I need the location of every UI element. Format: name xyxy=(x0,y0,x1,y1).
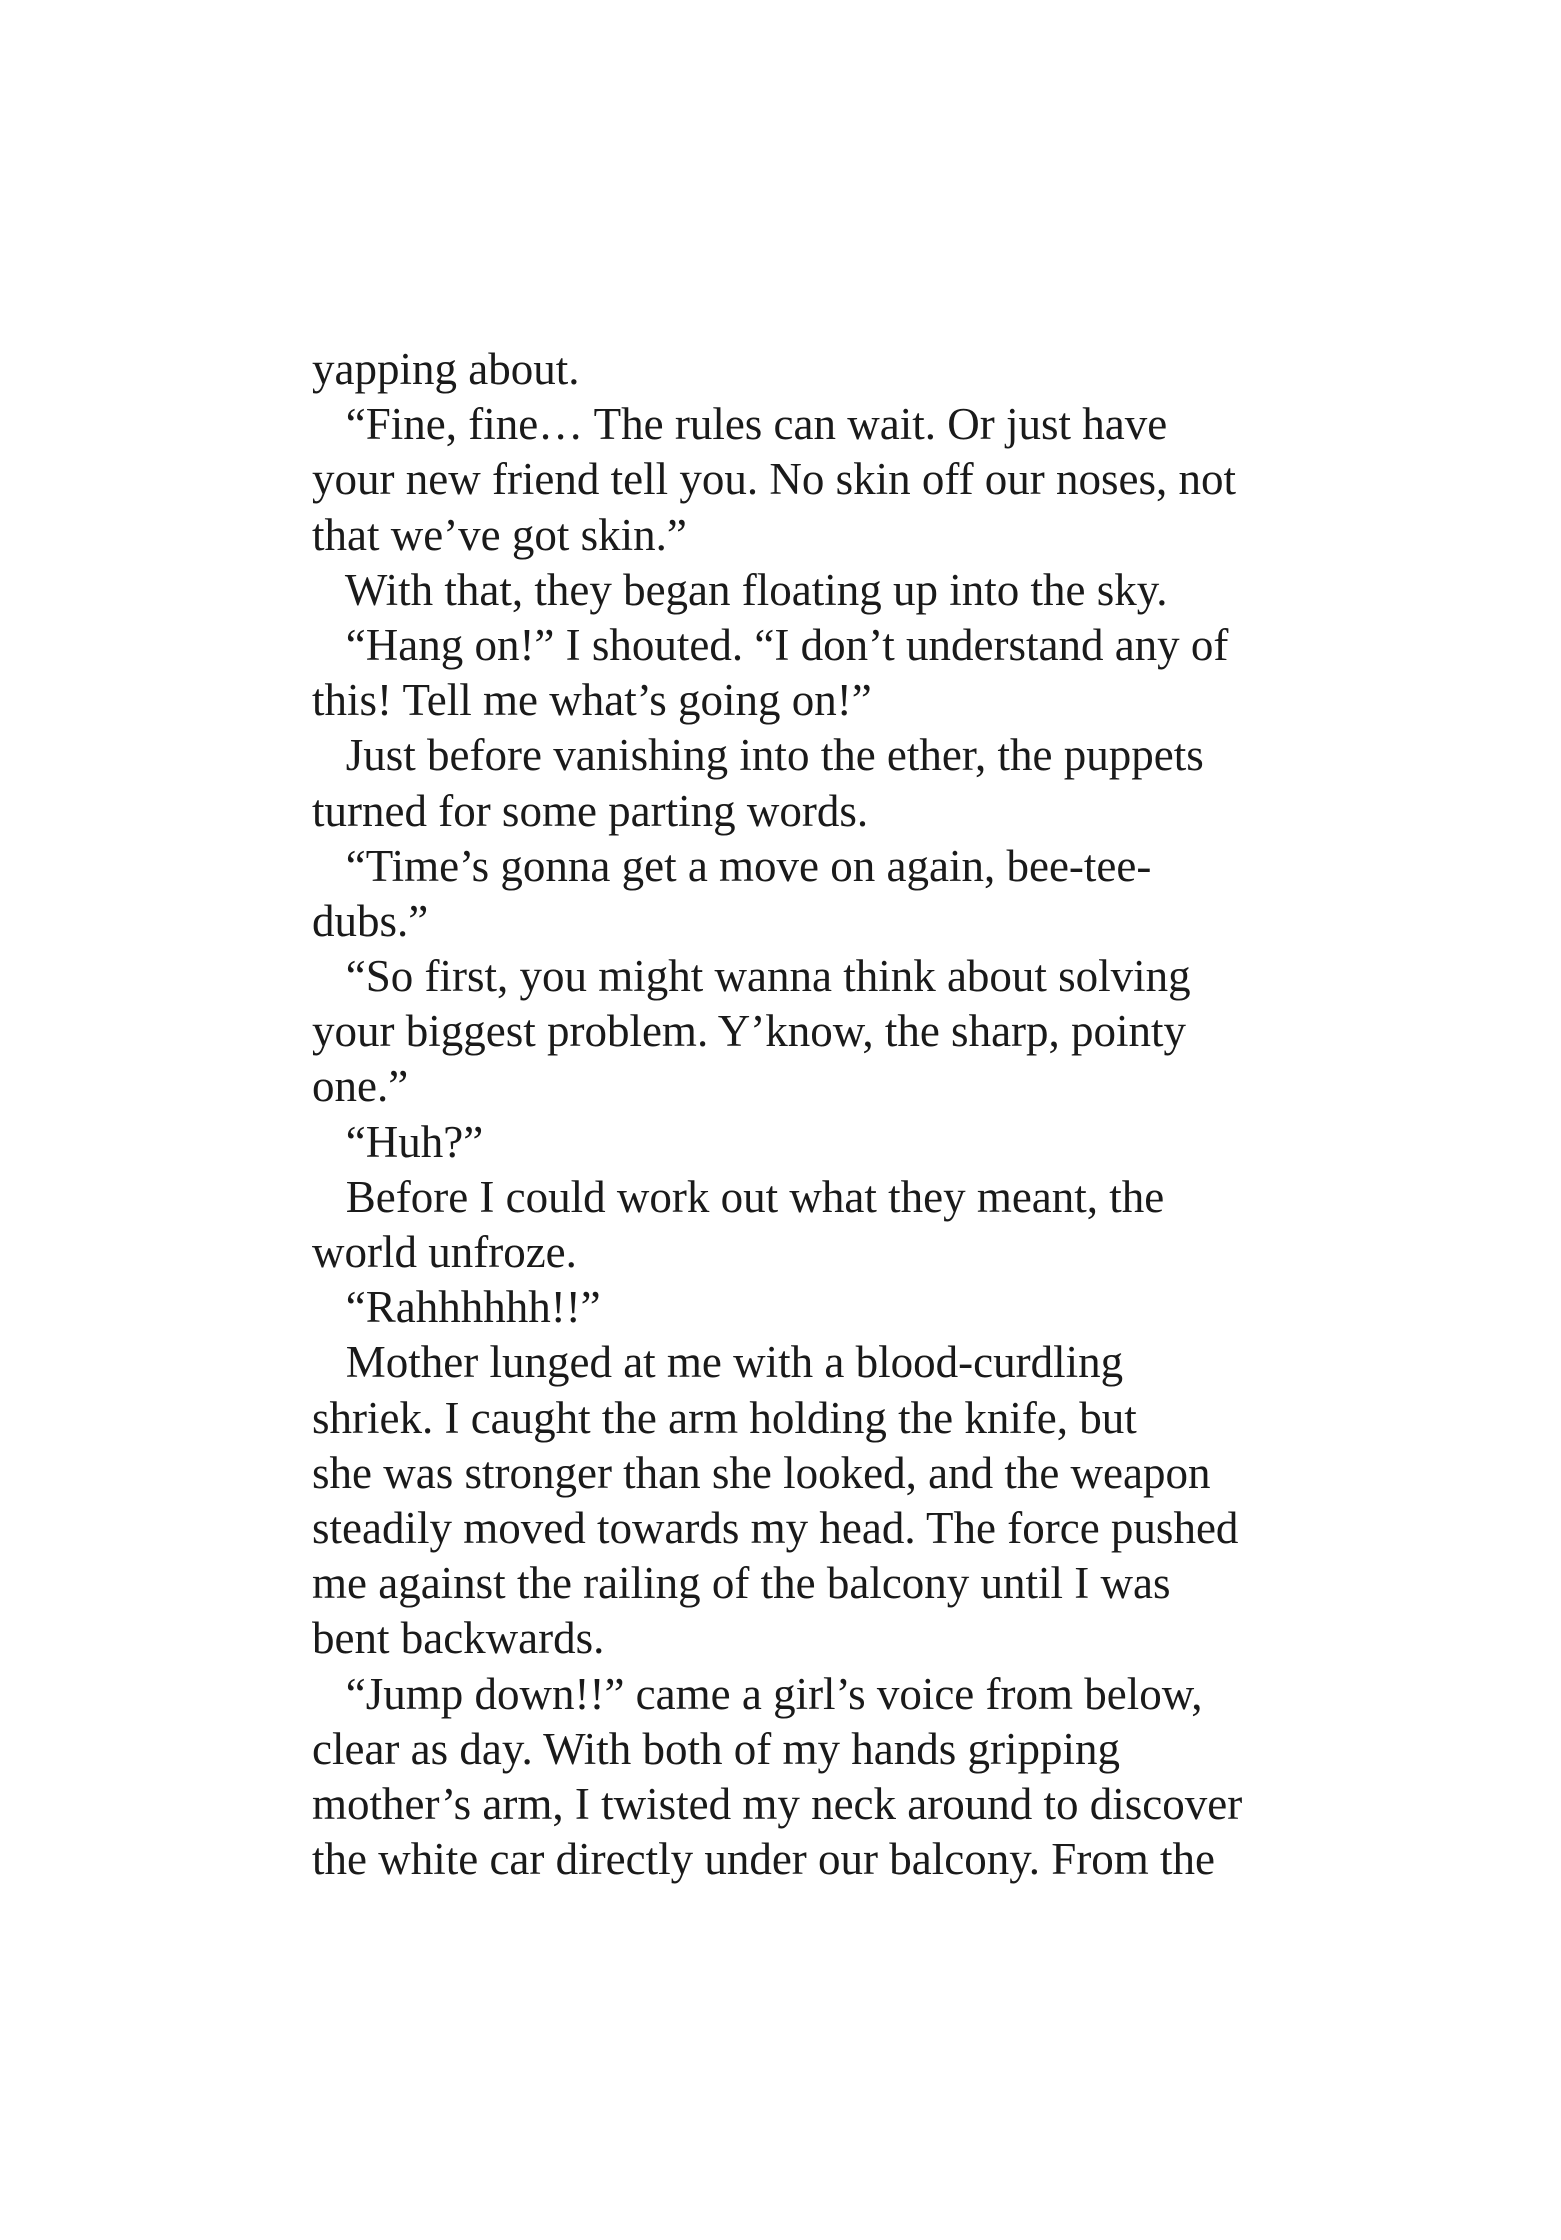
text-line: turned for some parting words. xyxy=(312,785,869,836)
text-line: clear as day. With both of my hands gripping xyxy=(312,1723,1121,1774)
text-line: With that, they began floating up into the sky. xyxy=(312,564,1168,615)
text-line: mother’s arm, I twisted my neck around to discover xyxy=(312,1778,1243,1829)
text-line: “So first, you might wanna think about solving xyxy=(312,951,1191,1002)
text-line: “Jump down!!” came a girl’s voice from below, xyxy=(312,1668,1203,1719)
text-line: that we’ve got skin.” xyxy=(312,509,687,560)
text-line: “Huh?” xyxy=(312,1116,484,1167)
text-line: Before I could work out what they meant, the xyxy=(312,1171,1165,1222)
text-line: steadily moved towards my head. The force pushed xyxy=(312,1502,1239,1553)
text-line: your biggest problem. Y’know, the sharp, pointy xyxy=(312,1006,1187,1057)
text-line: world unfroze. xyxy=(312,1227,577,1277)
text-line: “Fine, fine… The rules can wait. Or just have xyxy=(312,399,1168,450)
text-line: “Time’s gonna get a move on again, bee-tee- xyxy=(312,840,1152,891)
text-line: shriek. I caught the arm holding the knife, but xyxy=(312,1392,1137,1443)
text-line: yapping about. xyxy=(312,344,580,394)
text-line: me against the railing of the balcony until I was xyxy=(312,1558,1171,1609)
text-line: Mother lunged at me with a blood-curdling xyxy=(312,1337,1124,1388)
body-text xyxy=(312,342,1312,1887)
text-line: dubs.” xyxy=(312,895,429,946)
text-line: your new friend tell you. No skin off our noses, not xyxy=(312,454,1237,505)
text-line: Just before vanishing into the ether, the puppets xyxy=(312,730,1204,781)
text-line: one.” xyxy=(312,1061,409,1112)
text-line: bent backwards. xyxy=(312,1613,605,1664)
text-line: she was stronger than she looked, and the weapon xyxy=(312,1447,1211,1498)
text-line: “Hang on!” I shouted. “I don’t understand any of xyxy=(312,619,1229,670)
text-line: the white car directly under our balcony. From the xyxy=(312,1834,1216,1885)
text-line: “Rahhhhhh!!” xyxy=(312,1282,601,1333)
text-line: this! Tell me what’s going on!” xyxy=(312,675,872,726)
